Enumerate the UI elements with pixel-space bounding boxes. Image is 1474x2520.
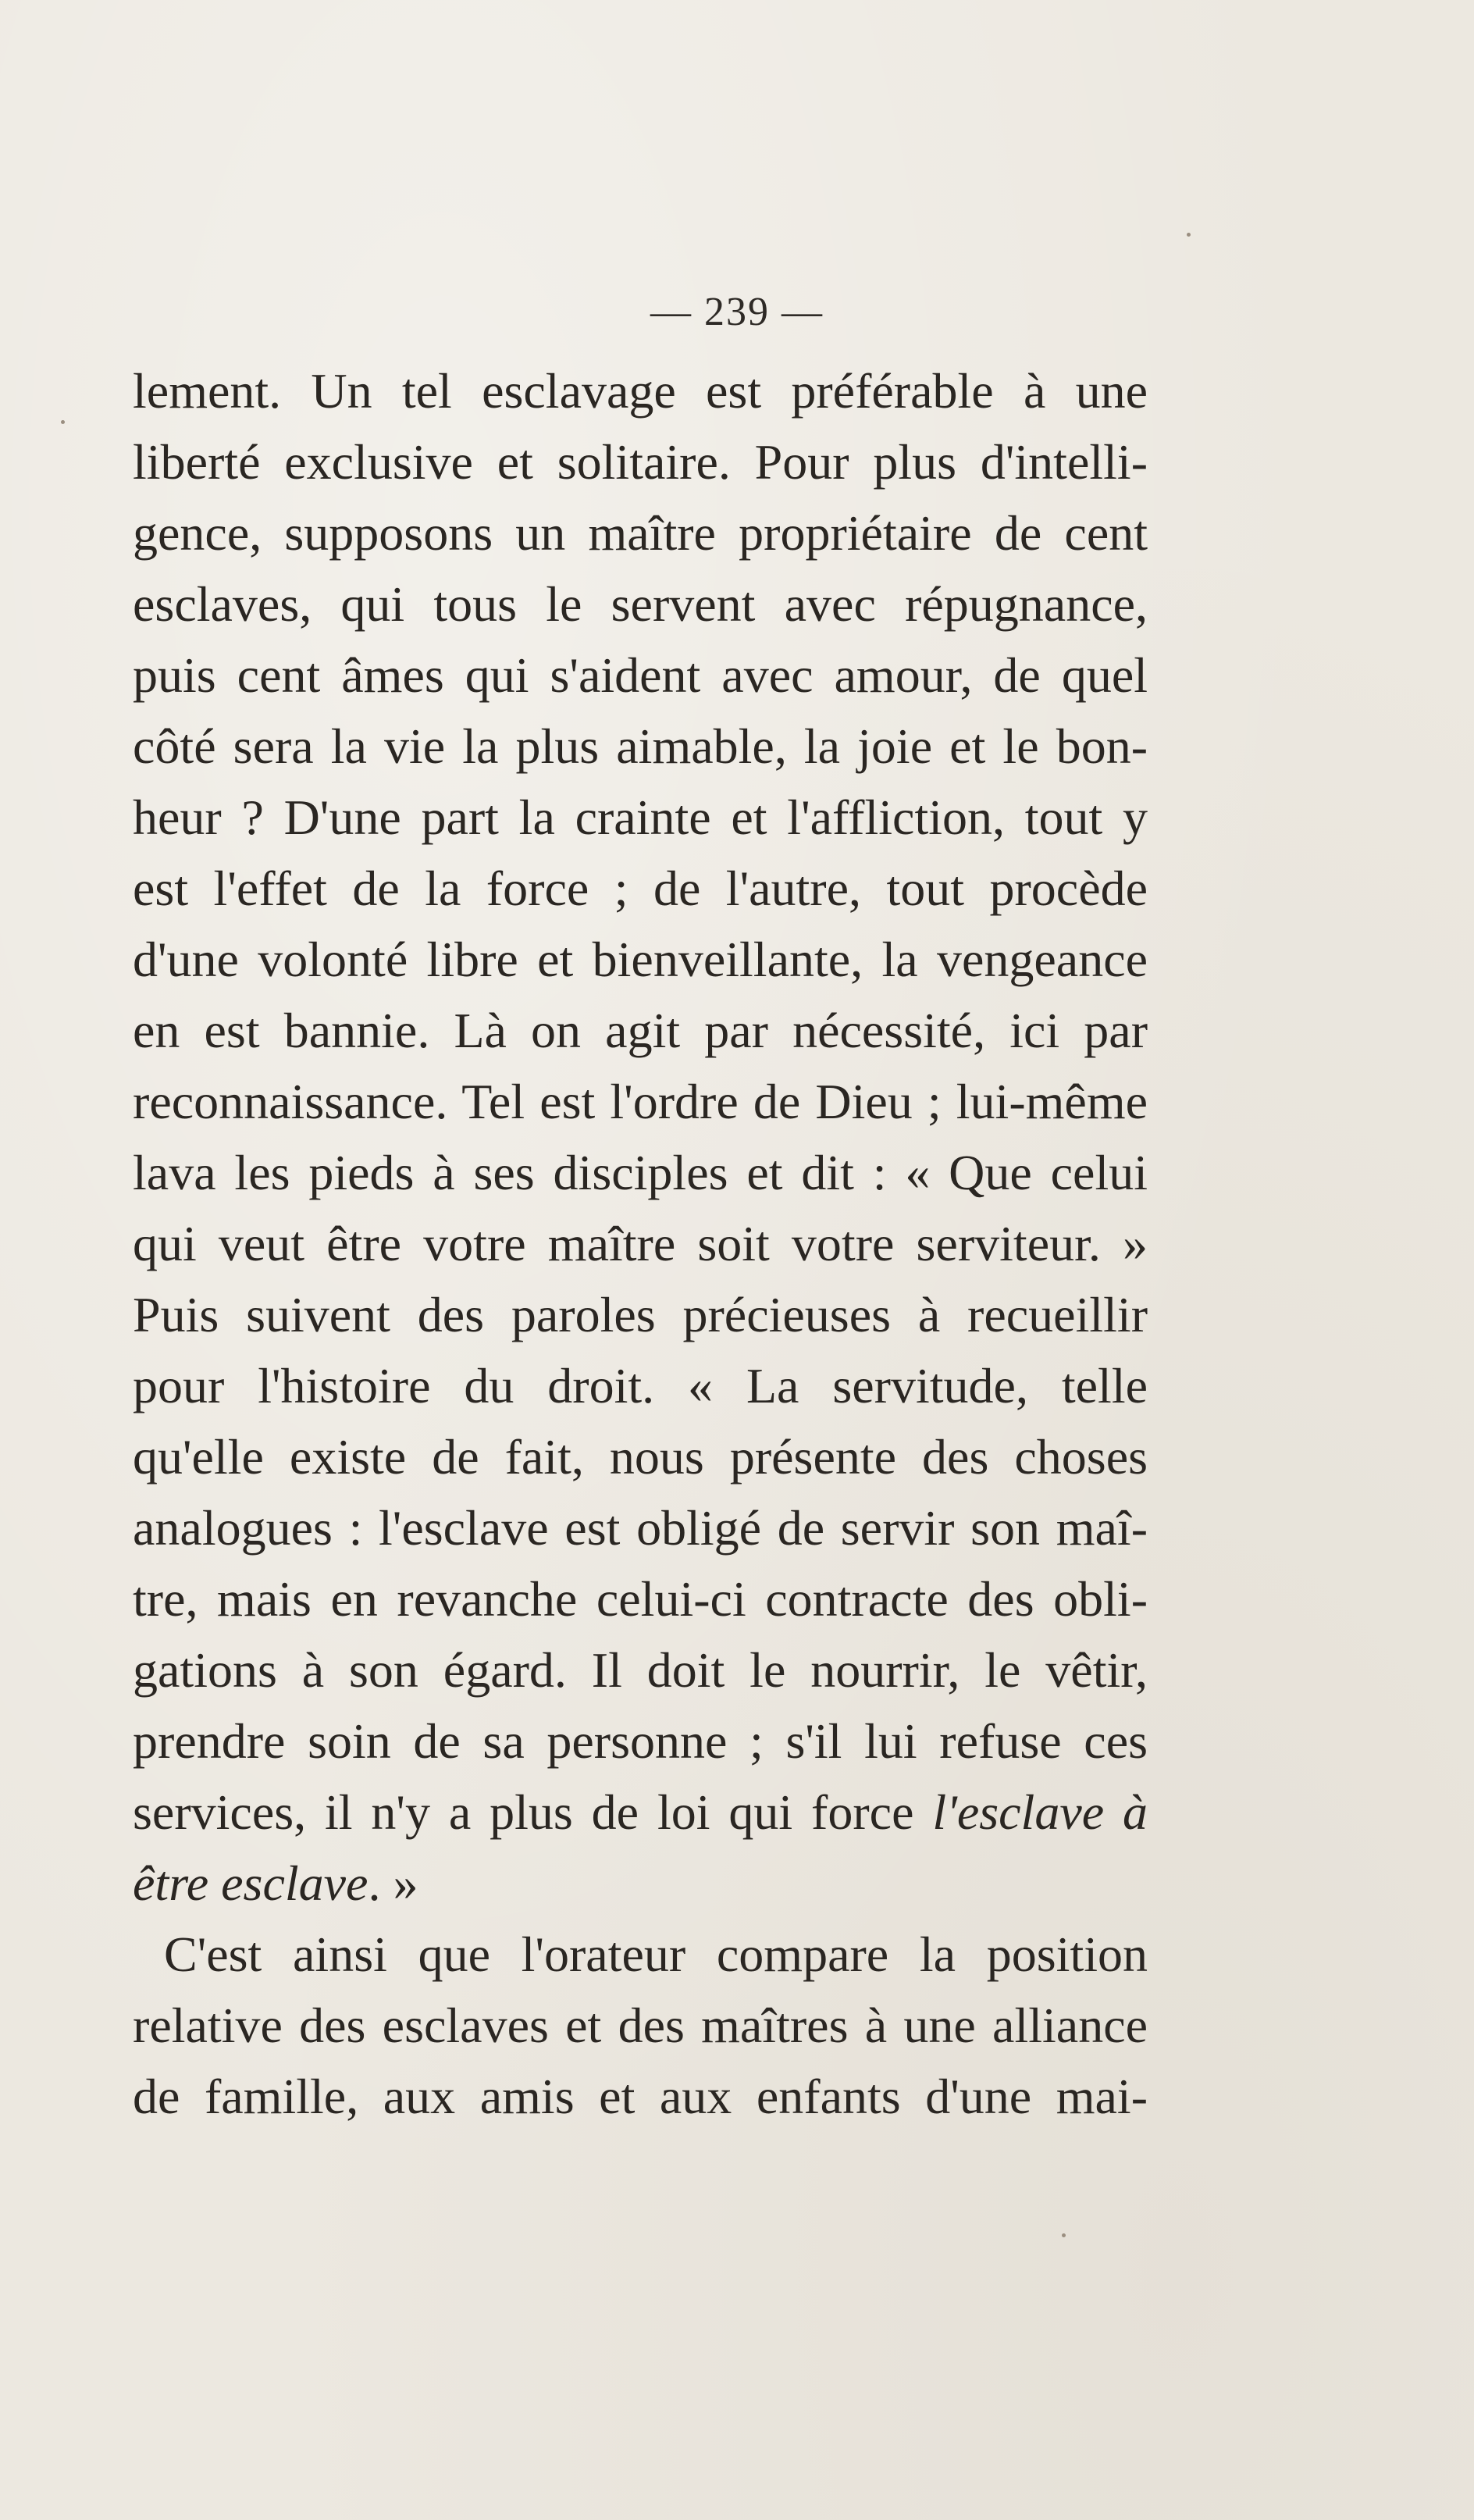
paper-speck xyxy=(61,420,65,424)
text-segment: services, il n'y a plus de loi qui force xyxy=(133,1784,933,1840)
text-line: liberté exclusive et solitaire. Pour plus d'intelli- xyxy=(133,434,1148,490)
text-line: prendre soin de sa personne ; s'il lui refuse ces xyxy=(133,1713,1148,1769)
text-line xyxy=(133,1777,1148,1848)
text-line xyxy=(133,1848,1148,1919)
text-line: tre, mais en revanche celui-ci contracte des obli- xyxy=(133,1571,1148,1627)
text-line: puis cent âmes qui s'aident avec amour, de quel xyxy=(133,647,1148,703)
text-line: lement. Un tel esclavage est préférable à une xyxy=(133,363,1148,419)
text-line: lava les pieds à ses disciples et dit : « Que celui xyxy=(133,1145,1148,1200)
text-line: côté sera la vie la plus aimable, la joie et le bon- xyxy=(133,718,1148,774)
text-line: relative des esclaves et des maîtres à une alliance xyxy=(133,1998,1148,2053)
page-number-header: — 239 — xyxy=(650,290,824,334)
text-line: de famille, aux amis et aux enfants d'une mai- xyxy=(133,2069,1148,2124)
text-line: qu'elle existe de fait, nous présente des choses xyxy=(133,1429,1148,1485)
text-line: est l'effet de la force ; de l'autre, tout procède xyxy=(133,861,1148,916)
text-segment: . » xyxy=(368,1855,418,1911)
text-line: Puis suivent des paroles précieuses à recueillir xyxy=(133,1287,1148,1342)
text-line: reconnaissance. Tel est l'ordre de Dieu ; lui-même xyxy=(133,1074,1148,1129)
text-line: pour l'histoire du droit. « La servitude, telle xyxy=(133,1358,1148,1413)
text-line: esclaves, qui tous le servent avec répugnance, xyxy=(133,576,1148,632)
text-line: en est bannie. Là on agit par nécessité, ici par xyxy=(133,1003,1148,1058)
paragraph-start-line: C'est ainsi que l'orateur compare la position xyxy=(164,1927,1148,1982)
text-line: d'une volonté libre et bienveillante, la vengeance xyxy=(133,932,1148,987)
text-line: gence, supposons un maître propriétaire de cent xyxy=(133,505,1148,561)
paper-speck xyxy=(1062,2233,1066,2237)
body-text xyxy=(133,355,1148,2132)
italic-phrase: être esclave xyxy=(133,1855,368,1911)
text-line: gations à son égard. Il doit le nourrir, le vêtir, xyxy=(133,1642,1148,1698)
text-line: analogues : l'esclave est obligé de servir son maî- xyxy=(133,1500,1148,1556)
text-line: heur ? D'une part la crainte et l'affliction, tout y xyxy=(133,790,1148,845)
text-line: qui veut être votre maître soit votre serviteur. » xyxy=(133,1216,1148,1271)
paper-speck xyxy=(1187,233,1191,237)
italic-phrase: l'esclave à xyxy=(932,1784,1148,1840)
